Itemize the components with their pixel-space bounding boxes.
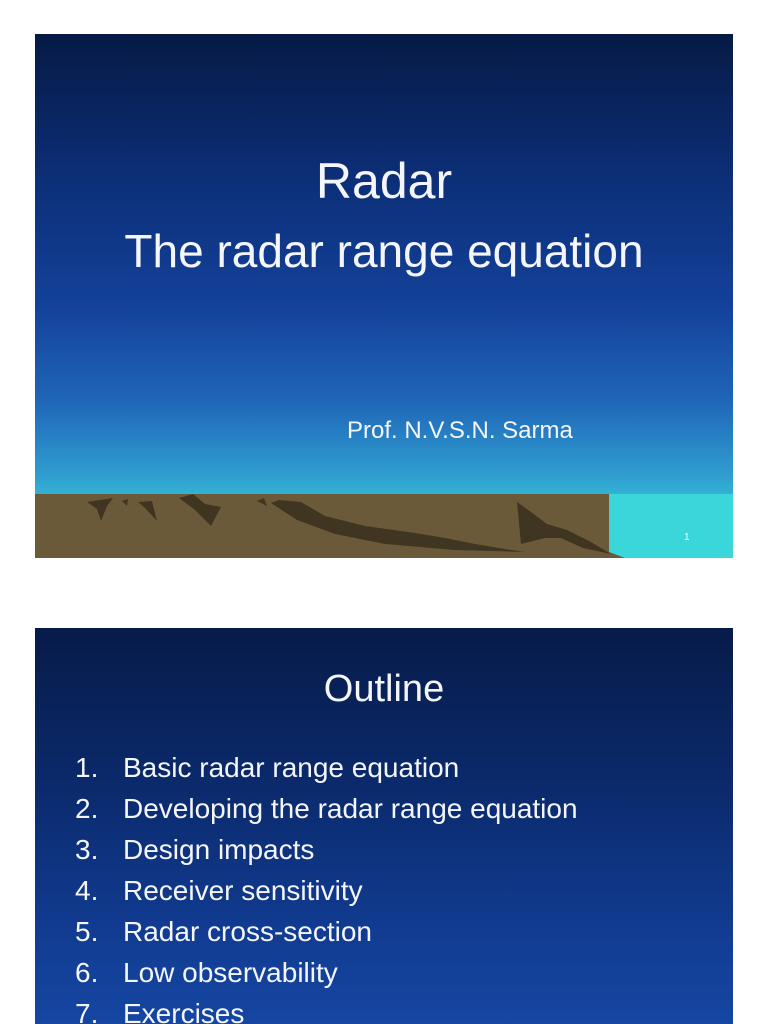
page-number: 1 [684, 532, 690, 543]
outline-text: Low observability [123, 957, 338, 988]
title-slide [35, 34, 733, 558]
outline-number: 1. [75, 752, 99, 783]
outline-item [75, 752, 578, 793]
outline-item [75, 875, 578, 916]
outline-text: Basic radar range equation [123, 752, 460, 783]
slide-title: Radar [315, 153, 453, 209]
outline-text: Developing the radar range equation [123, 793, 578, 824]
outline-number: 4. [75, 875, 99, 906]
outline-item [75, 998, 578, 1024]
slide-subtitle: The radar range equation [124, 225, 644, 277]
outline-slide [35, 628, 733, 1024]
outline-item [75, 916, 578, 957]
outline-text: Receiver sensitivity [123, 875, 363, 906]
outline-item [75, 834, 578, 875]
outline-title: Outline [323, 668, 445, 710]
terrain-graphic [35, 494, 733, 558]
outline-number: 3. [75, 834, 99, 865]
outline-text: Exercises [123, 998, 245, 1024]
outline-item [75, 957, 578, 998]
outline-item [75, 793, 578, 834]
author-name: Prof. N.V.S.N. Sarma [347, 417, 573, 444]
outline-text: Design impacts [123, 834, 315, 865]
outline-number: 6. [75, 957, 99, 988]
outline-text: Radar cross-section [123, 916, 372, 947]
outline-number: 7. [75, 998, 99, 1024]
outline-number: 5. [75, 916, 99, 947]
outline-number: 2. [75, 793, 99, 824]
outline-list [75, 752, 578, 1024]
